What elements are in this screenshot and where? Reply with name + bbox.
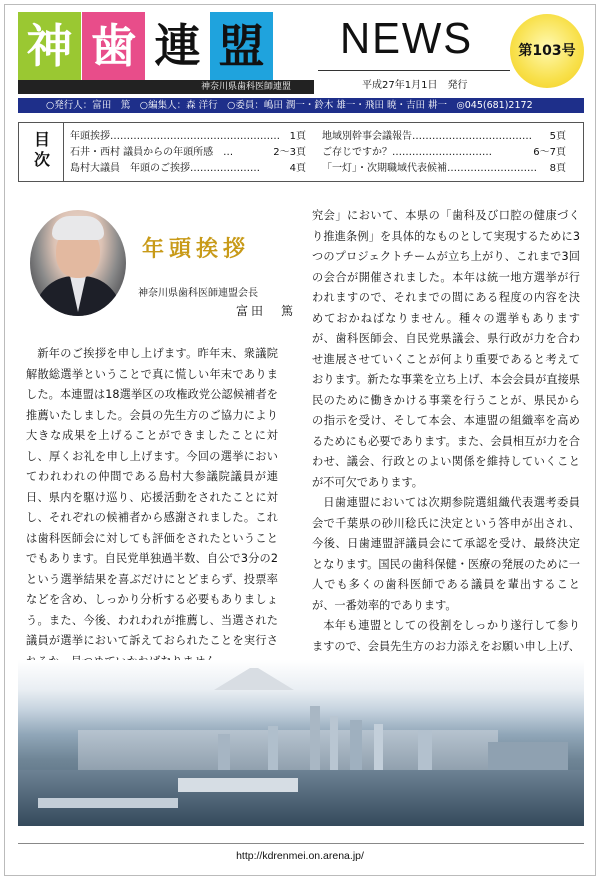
toc-item-title: 石井・西村 議員からの年頭所感 … [70, 147, 234, 158]
toc-item-page: 1頁 [289, 131, 306, 142]
toc-item-title: 島村大議員 年頭のご挨拶………………… [70, 163, 260, 174]
issue-date: 平成27年1月1日 発行 [362, 80, 468, 91]
masthead-char-2: 歯 [82, 12, 145, 80]
toc-item[interactable] [322, 146, 566, 160]
article-paragraph: 本年も連盟としての役割をしっかり遂行して参りますので、会員先生方のお力添えをお願い申し上げ、 [312, 619, 580, 653]
staff-bar: ○発行人：富田 篤 ○編集人：森 洋行 ○委員：嶋田 潤一・鈴木 雄一・飛田 暁・吉田 耕一 ◎045(681)2172 [18, 98, 584, 113]
toc-item[interactable] [70, 130, 306, 144]
toc-item-page: 6〜7頁 [533, 147, 566, 158]
footer-divider [18, 843, 584, 844]
toc-item[interactable] [70, 162, 306, 176]
org-name: 神奈川県歯科医師連盟 [200, 82, 291, 92]
masthead-char-4: 盟 [210, 12, 273, 80]
article-paragraph: 新年のご挨拶を申し上げます。昨年末、衆議院解散総選挙ということで真に慌しい年末でありました。本連盟は18選挙区の攻権政党公認候補者を推薦いたしました。会員の先生方のご協力により大きな成果を上げることができましたことに対し、厚くお礼を申し上げます。今回の選挙においてわれわれの仲間である島村大参議院議員が連日、県内を駆け巡り、応援活動をされたことに対し、それぞれの候補者から感謝されました。これは歯科医師会に対しても評価をされたということでもあります。自民党単独過半数、自公で3分の2という選挙結果を喜ぶだけにとどまらず、投票率などを含め、しっかり分析する必要もありましょう。また、今後、われわれが推薦し、当選された議員が選挙において訴えておられたことを実行さ [26, 347, 278, 647]
author-role: 神奈川県歯科医師連盟会長 [138, 288, 258, 299]
mountain-shape [214, 668, 294, 690]
toc-item[interactable] [322, 162, 566, 176]
toc-item-page: 5頁 [549, 131, 566, 142]
toc-item-title: 「一灯」・次期職域代表候補……………………… [322, 163, 537, 174]
article-title: 年頭挨拶 [142, 236, 251, 262]
toc-item-title: ご存じですか？………………………… [322, 147, 492, 158]
news-label: NEWS [340, 14, 473, 63]
toc-heading [18, 122, 64, 182]
toc-item-page: 4頁 [289, 163, 306, 174]
city-photo [18, 660, 584, 826]
article-paragraph: 究会」において、本県の「歯科及び口腔の健康づくり推進条例」を具体的なものとして実現するために3つのプロジェクトチームが立ち上がり、これまで3回の会合が開催されました。本年は統一地方選挙が行われますので、それまでの間にある程度の内容を決めておかねばなりません。種々の選挙もありますが、歯科医師会、自民党県議会、県行政が力を合わせ進展させていくことが何より重要であると考えております。新たな事業を立ち上げ、本会会員が直接県民のために働きかける事業を行うことが、県民からの指示を受け、そして本会、本連盟の組織率を高めるためにも必要であります。また、会員相互が力を合わせ、議会、行政とのよい関係を維持していくことが不可欠であります。 [312, 209, 580, 489]
toc-item[interactable] [322, 130, 566, 144]
toc-item-page: 8頁 [549, 163, 566, 174]
issue-number: 第103号 [518, 43, 576, 59]
author-name: 富田 篤 [236, 304, 297, 318]
masthead-char-1: 神 [18, 12, 81, 80]
news-underline [318, 70, 510, 71]
article-column-right [312, 206, 580, 698]
footer-url[interactable]: http://kdrenmei.on.arena.jp/ [236, 850, 364, 862]
article-column-left [26, 344, 278, 693]
toc-heading-text: 目次 [31, 131, 51, 171]
author-photo [30, 210, 126, 316]
toc-item-page: 2〜3頁 [273, 147, 306, 158]
toc-item-title: 地域別幹事会議報告……………………………… [322, 131, 532, 142]
toc-item-title: 年頭挨拶…………………………………………… [70, 131, 280, 142]
toc-item[interactable] [70, 146, 306, 160]
org-name-bar [18, 80, 314, 94]
article-paragraph: 日歯連盟においては次期参院選組織代表選考委員会で千葉県の砂川稔氏に決定という答申が出され、今後、日歯連盟評議員会にて承認を受け、最終決定となります。国民の歯科保健・医療の発展のために一人でも多くの歯科医師である議員を輩出することが、一番効率的であります。 [312, 496, 580, 612]
masthead-char-3: 連 [146, 12, 209, 80]
